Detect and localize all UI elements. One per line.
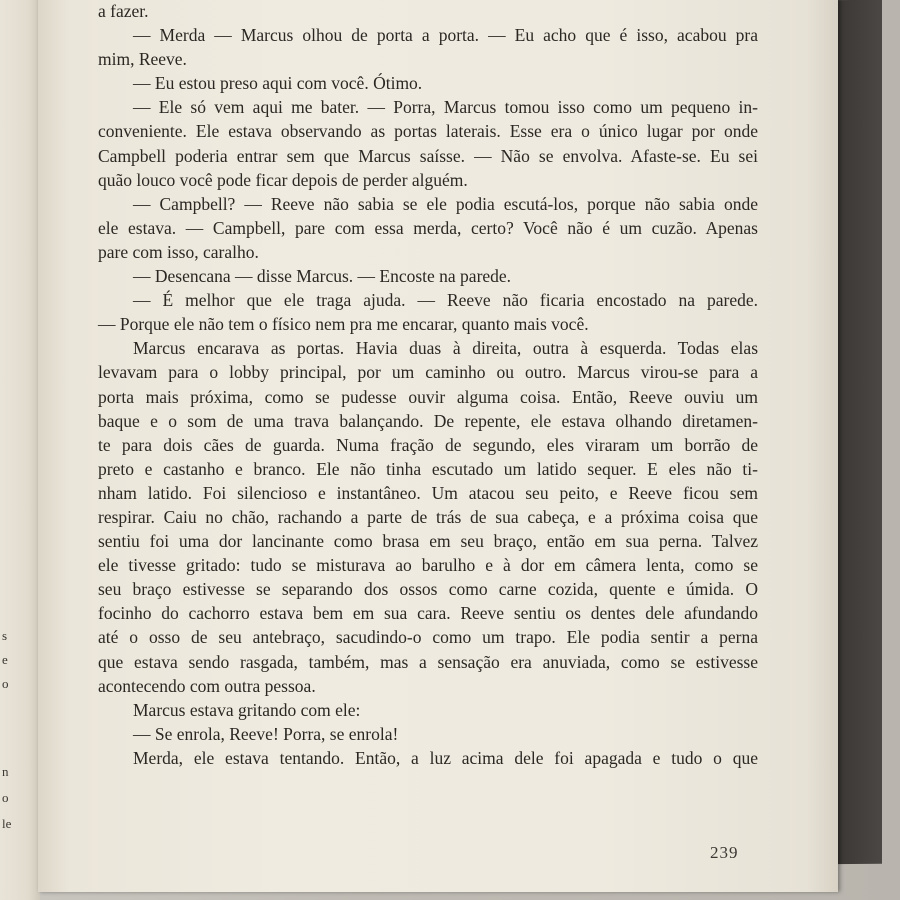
text-line: Campbell poderia entrar sem que Marcus saísse. — Não se envolva. Afaste-se. Eu sei (98, 145, 758, 166)
text-line: — Ele só vem aqui me bater. — Porra, Marcus tomou isso como um pequeno in- (133, 97, 758, 118)
text-line: seu braço estivesse se separando dos ossos como carne cozida, quente e úmida. O (98, 579, 758, 600)
text-line: ele tivesse gritado: tudo se misturava ao barulho e à dor em câmera lenta, como se (98, 555, 758, 576)
text-line: nham latido. Foi silencioso e instantâneo. Um atacou seu peito, e Reeve ficou sem (98, 482, 758, 503)
left-page-fragment: n (2, 764, 9, 779)
text-line: pare com isso, caralho. (98, 241, 259, 262)
text-line: baque e o som de uma trava balançando. De repente, ele estava olhando diretamen- (98, 410, 758, 431)
text-line: Marcus encarava as portas. Havia duas à direita, outra à esquerda. Todas elas (133, 338, 758, 359)
text-line: — Campbell? — Reeve não sabia se ele podia escutá-los, porque não sabia onde (133, 193, 758, 214)
text-line: sentiu foi uma dor lancinante como brasa em seu braço, então em sua perna. Talvez (98, 531, 758, 552)
text-line: que estava sendo rasgada, também, mas a sensação era anuviada, como se estivesse (98, 651, 758, 672)
left-page-fragment: o (2, 676, 9, 691)
text-line: Merda, ele estava tentando. Então, a luz acima dele foi apagada e tudo o que (133, 747, 758, 768)
text-line: Marcus estava gritando com ele: (133, 699, 361, 720)
page-text (98, 0, 758, 770)
text-line: — Merda — Marcus olhou de porta a porta. — Eu acho que é isso, acabou pra (133, 25, 758, 46)
text-line: a fazer. (98, 1, 149, 21)
text-line: preto e castanho e branco. Ele não tinha escutado um latido sequer. E eles não ti- (98, 458, 758, 479)
left-page-fragment: le (2, 816, 12, 831)
text-line: conveniente. Ele estava observando as portas laterais. Esse era o único lugar por onde (98, 121, 758, 142)
text-line: ele estava. — Campbell, pare com essa merda, certo? Você não é um cuzão. Apenas (98, 217, 758, 238)
left-page-edge (0, 0, 40, 900)
text-line: — Desencana — disse Marcus. — Encoste na parede. (133, 266, 512, 287)
left-page-fragment: s (2, 628, 8, 643)
text-line: focinho do cachorro estava bem em sua cara. Reeve sentiu os dentes dele afundando (98, 603, 758, 624)
text-line: respirar. Caiu no chão, rachando a parte de trás de sua cabeça, e a próxima coisa que (98, 506, 758, 527)
text-line: até o osso de seu antebraço, sacudindo-o como um trapo. Ele podia sentir a perna (98, 627, 758, 648)
text-line: porta mais próxima, como se pudesse ouvir alguma coisa. Então, Reeve ouviu um (98, 386, 758, 407)
left-page-fragment: e (2, 652, 8, 667)
page-number: 239 (710, 843, 739, 862)
text-line: quão louco você pode ficar depois de perder alguém. (98, 169, 468, 190)
text-line: mim, Reeve. (98, 49, 187, 70)
book-page (38, 0, 838, 892)
text-line: — Se enrola, Reeve! Porra, se enrola! (133, 723, 399, 744)
text-line: — Eu estou preso aqui com você. Ótimo. (133, 73, 423, 94)
text-line: — Porque ele não tem o físico nem pra me encarar, quanto mais você. (98, 314, 589, 335)
text-line: te para dois cães de guarda. Numa fração de segundo, eles viraram um borrão de (98, 434, 758, 455)
text-line: acontecendo com outra pessoa. (98, 675, 316, 696)
text-line: levavam para o lobby principal, por um caminho ou outro. Marcus virou-se para a (98, 362, 758, 383)
left-page-fragment: o (2, 790, 9, 805)
text-line: — É melhor que ele traga ajuda. — Reeve não ficaria encostado na parede. (133, 290, 758, 311)
